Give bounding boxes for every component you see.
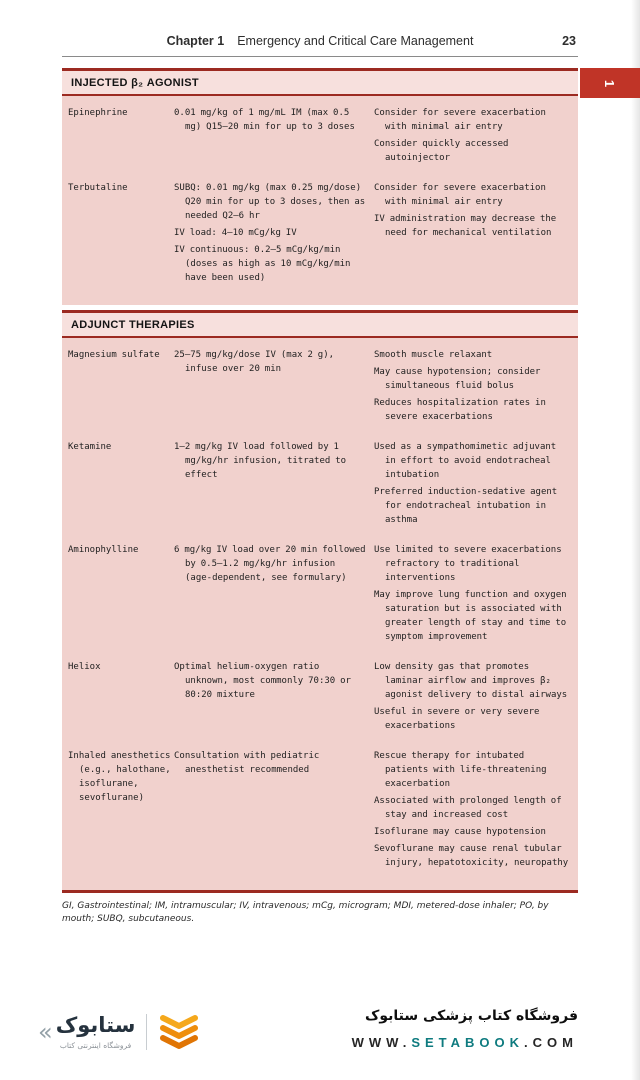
website-tld: .COM: [524, 1035, 578, 1050]
logo-title-farsi: ستابوک: [55, 1013, 136, 1038]
cell-paragraph: Isoflurane may cause hypotension: [374, 827, 546, 837]
drug-name-cell: [68, 181, 174, 195]
cell-paragraph: IV continuous: 0.2–5 mCg/kg/min (doses as high as 10 mCg/kg/min have been used): [174, 245, 351, 283]
notes-cell: [374, 543, 570, 644]
cell-paragraph: Consultation with pediatric anesthetist recommended: [174, 751, 320, 775]
dose-cell: [174, 543, 374, 585]
chapter-side-tab: [580, 68, 640, 98]
cell-paragraph: Use limited to severe exacerbations refractory to traditional interventions: [374, 545, 562, 583]
drug-name-cell: [68, 440, 174, 454]
cell-paragraph: Aminophylline: [68, 545, 139, 555]
dose-cell: [174, 348, 374, 376]
website-www: WWW.: [351, 1035, 412, 1050]
adjunct-therapies-table: [62, 310, 578, 893]
logo-chevron-mark: «: [38, 1018, 53, 1046]
cell-paragraph: Ketamine: [68, 442, 112, 452]
table-section-header: ADJUNCT THERAPIES: [62, 310, 578, 338]
notes-cell: [374, 660, 570, 733]
bookstore-name-farsi: فروشگاه کتاب پزشکی ستابوک: [365, 1008, 578, 1024]
chapter-side-tab-number: 1: [602, 79, 618, 87]
cell-paragraph: Sevoflurane may cause renal tubular injury, hepatotoxicity, neuropathy: [374, 844, 569, 868]
cell-paragraph: SUBQ: 0.01 mg/kg (max 0.25 mg/dose) Q20 min for up to 3 doses, then as needed Q2–6 hr: [174, 183, 366, 221]
cell-paragraph: Reduces hospitalization rates in severe exacerbations: [374, 398, 546, 422]
dose-cell: [174, 106, 374, 134]
table-row: [62, 660, 578, 733]
cell-paragraph: Smooth muscle relaxant: [374, 350, 493, 360]
logo-divider: [146, 1014, 147, 1050]
table-row: [62, 749, 578, 870]
running-head: [62, 34, 578, 57]
drug-tables: [62, 68, 578, 925]
cell-paragraph: May improve lung function and oxygen saturation but is associated with greater length of stay and time to symptom improvement: [374, 590, 567, 642]
cell-paragraph: Inhaled anesthetics (e.g., halothane, isoflurane, sevoflurane): [68, 751, 171, 803]
cell-paragraph: Optimal helium-oxygen ratio unknown, most commonly 70:30 or 80:20 mixture: [174, 662, 351, 700]
table-section-header: INJECTED β₂ AGONIST: [62, 68, 578, 96]
cell-paragraph: Useful in severe or very severe exacerbations: [374, 707, 540, 731]
cell-paragraph: Terbutaline: [68, 183, 128, 193]
table-row: [62, 543, 578, 644]
abbreviations-footnote: GI, Gastrointestinal; IM, intramuscular; IV, intravenous; mCg, microgram; MDI, metered-dose inhaler; PO, by mouth; SUBQ, subcutaneous.: [62, 901, 549, 924]
cell-paragraph: Used as a sympathomimetic adjuvant in effort to avoid endotracheal intubation: [374, 442, 557, 480]
setabook-logo: [38, 1014, 200, 1050]
cell-paragraph: Heliox: [68, 662, 101, 672]
cell-paragraph: Epinephrine: [68, 108, 128, 118]
cell-paragraph: 25–75 mg/kg/dose IV (max 2 g), infuse over 20 min: [174, 350, 335, 374]
notes-cell: [374, 749, 570, 870]
cell-paragraph: 6 mg/kg IV load over 20 min followed by 0.5–1.2 mg/kg/hr infusion (age-dependent, see formulary): [174, 545, 366, 583]
notes-cell: [374, 440, 570, 527]
dose-cell: [174, 749, 374, 777]
cell-paragraph: Associated with prolonged length of stay and increased cost: [374, 796, 562, 820]
drug-name-cell: [68, 749, 174, 805]
notes-cell: [374, 181, 570, 240]
injected-beta2-agonist-table: [62, 68, 578, 305]
website-name: SETABOOK: [411, 1035, 525, 1050]
cell-paragraph: Rescue therapy for intubated patients with life-threatening exacerbation: [374, 751, 547, 789]
drug-name-cell: [68, 543, 174, 557]
cell-paragraph: May cause hypotension; consider simultaneous fluid bolus: [374, 367, 541, 391]
drug-name-cell: [68, 660, 174, 674]
cell-paragraph: Consider quickly accessed autoinjector: [374, 139, 509, 163]
table-body: [62, 338, 578, 890]
cell-paragraph: Preferred induction-sedative agent for endotracheal intubation in asthma: [374, 487, 558, 525]
table-body: [62, 96, 578, 305]
setabook-emblem-icon: [158, 1014, 200, 1050]
logo-wordmark: [56, 1014, 136, 1049]
cell-paragraph: Magnesium sulfate: [68, 350, 160, 360]
cell-paragraph: Consider for severe exacerbation with minimal air entry: [374, 108, 546, 132]
table-row: [62, 440, 578, 527]
cell-paragraph: Low density gas that promotes laminar airflow and improves β₂ agonist delivery to distal airways: [374, 662, 568, 700]
cell-paragraph: IV administration may decrease the need for mechanical ventilation: [374, 214, 557, 238]
drug-name-cell: [68, 348, 174, 362]
dose-cell: [174, 660, 374, 702]
cell-paragraph: 0.01 mg/kg of 1 mg/mL IM (max 0.5 mg) Q15–20 min for up to 3 doses: [174, 108, 355, 132]
notes-cell: [374, 106, 570, 165]
bookstore-website: [352, 1035, 578, 1050]
cell-paragraph: IV load: 4–10 mCg/kg IV: [174, 228, 297, 238]
drug-name-cell: [68, 106, 174, 120]
logo-subtitle-farsi: فروشگاه اینترنتی کتاب: [59, 1040, 132, 1050]
cell-paragraph: 1–2 mg/kg IV load followed by 1 mg/kg/hr infusion, titrated to effect: [174, 442, 347, 480]
dose-cell: [174, 181, 374, 285]
chapter-title: Emergency and Critical Care Management: [237, 34, 474, 48]
bookstore-watermark: [352, 1008, 578, 1050]
cell-paragraph: Consider for severe exacerbation with minimal air entry: [374, 183, 546, 207]
table-row: [62, 348, 578, 424]
table-row: [62, 181, 578, 285]
chapter-label: Chapter 1: [166, 34, 225, 48]
dose-cell: [174, 440, 374, 482]
table-row: [62, 106, 578, 165]
notes-cell: [374, 348, 570, 424]
page-number: 23: [562, 34, 576, 48]
